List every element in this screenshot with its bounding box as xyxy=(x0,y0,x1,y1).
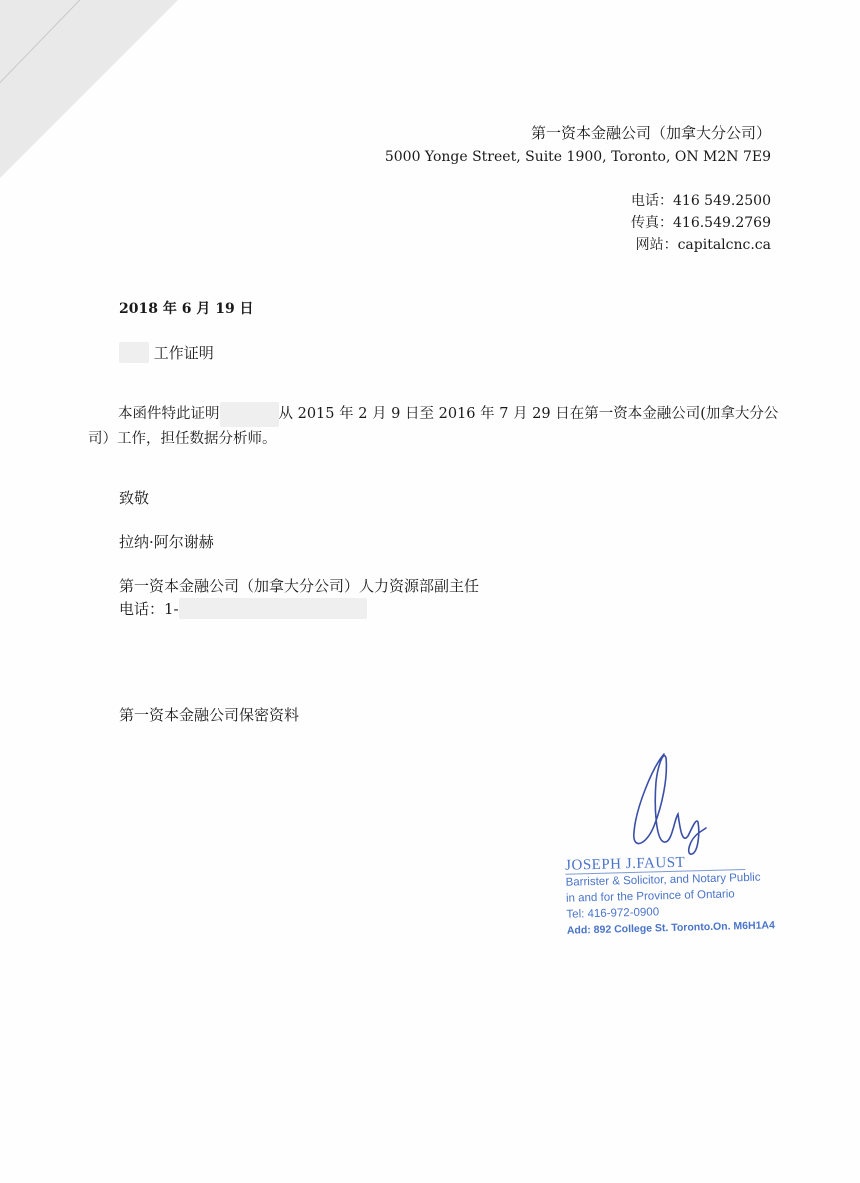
company-address: 5000 Yonge Street, Suite 1900, Toronto, ON M2N 7E9 xyxy=(384,149,771,165)
signer-phone xyxy=(119,598,367,619)
stamp-jurisdiction: in and for the Province of Ontario xyxy=(565,888,735,905)
handwritten-signature xyxy=(612,748,732,858)
signer-name: 拉纳·阿尔谢赫 xyxy=(119,533,214,551)
redacted-name xyxy=(119,342,149,363)
signature-stroke xyxy=(634,754,706,854)
website: 网站：capitalcnc.ca xyxy=(635,237,771,253)
company-name: 第一资本金融公司（加拿大分公司） xyxy=(530,124,771,142)
letterhead xyxy=(385,122,771,168)
letter-body xyxy=(88,402,788,452)
redacted-employee-name xyxy=(220,402,279,427)
confidential-notice: 第一资本金融公司保密资料 xyxy=(119,706,300,724)
stamp-title: Barrister & Solicitor, and Notary Public xyxy=(565,871,761,889)
body-text: 从 2015 年 2 月 9 日至 2016 年 7 月 29 日在第一资本金融公司(加拿大分公司）工作，担任数据分析师。 xyxy=(88,406,779,447)
phone-number: 电话：416 549.2500 xyxy=(631,193,771,209)
letter-subject xyxy=(119,342,214,363)
folded-corner xyxy=(0,0,178,178)
stamp-tel: Tel: 416-972-0900 xyxy=(566,906,660,921)
redacted-phone xyxy=(179,598,368,619)
stamp-name: JOSEPH J.FAUST xyxy=(565,853,745,875)
phone-prefix: 电话：1- xyxy=(119,600,179,618)
signer-title: 第一资本金融公司（加拿大分公司）人力资源部副主任 xyxy=(119,577,480,595)
notary-stamp xyxy=(565,852,777,938)
fax-number: 传真：416.549.2769 xyxy=(631,215,771,231)
letter-date: 2018 年 6 月 19 日 xyxy=(119,301,254,317)
subject-title: 工作证明 xyxy=(153,344,214,362)
body-prefix: 本函件特此证明 xyxy=(118,406,220,422)
closing: 致敬 xyxy=(119,489,150,507)
contact-block xyxy=(631,190,771,256)
stamp-address: Add: 892 College St. Toronto.On. M6H1A4 xyxy=(566,919,776,937)
